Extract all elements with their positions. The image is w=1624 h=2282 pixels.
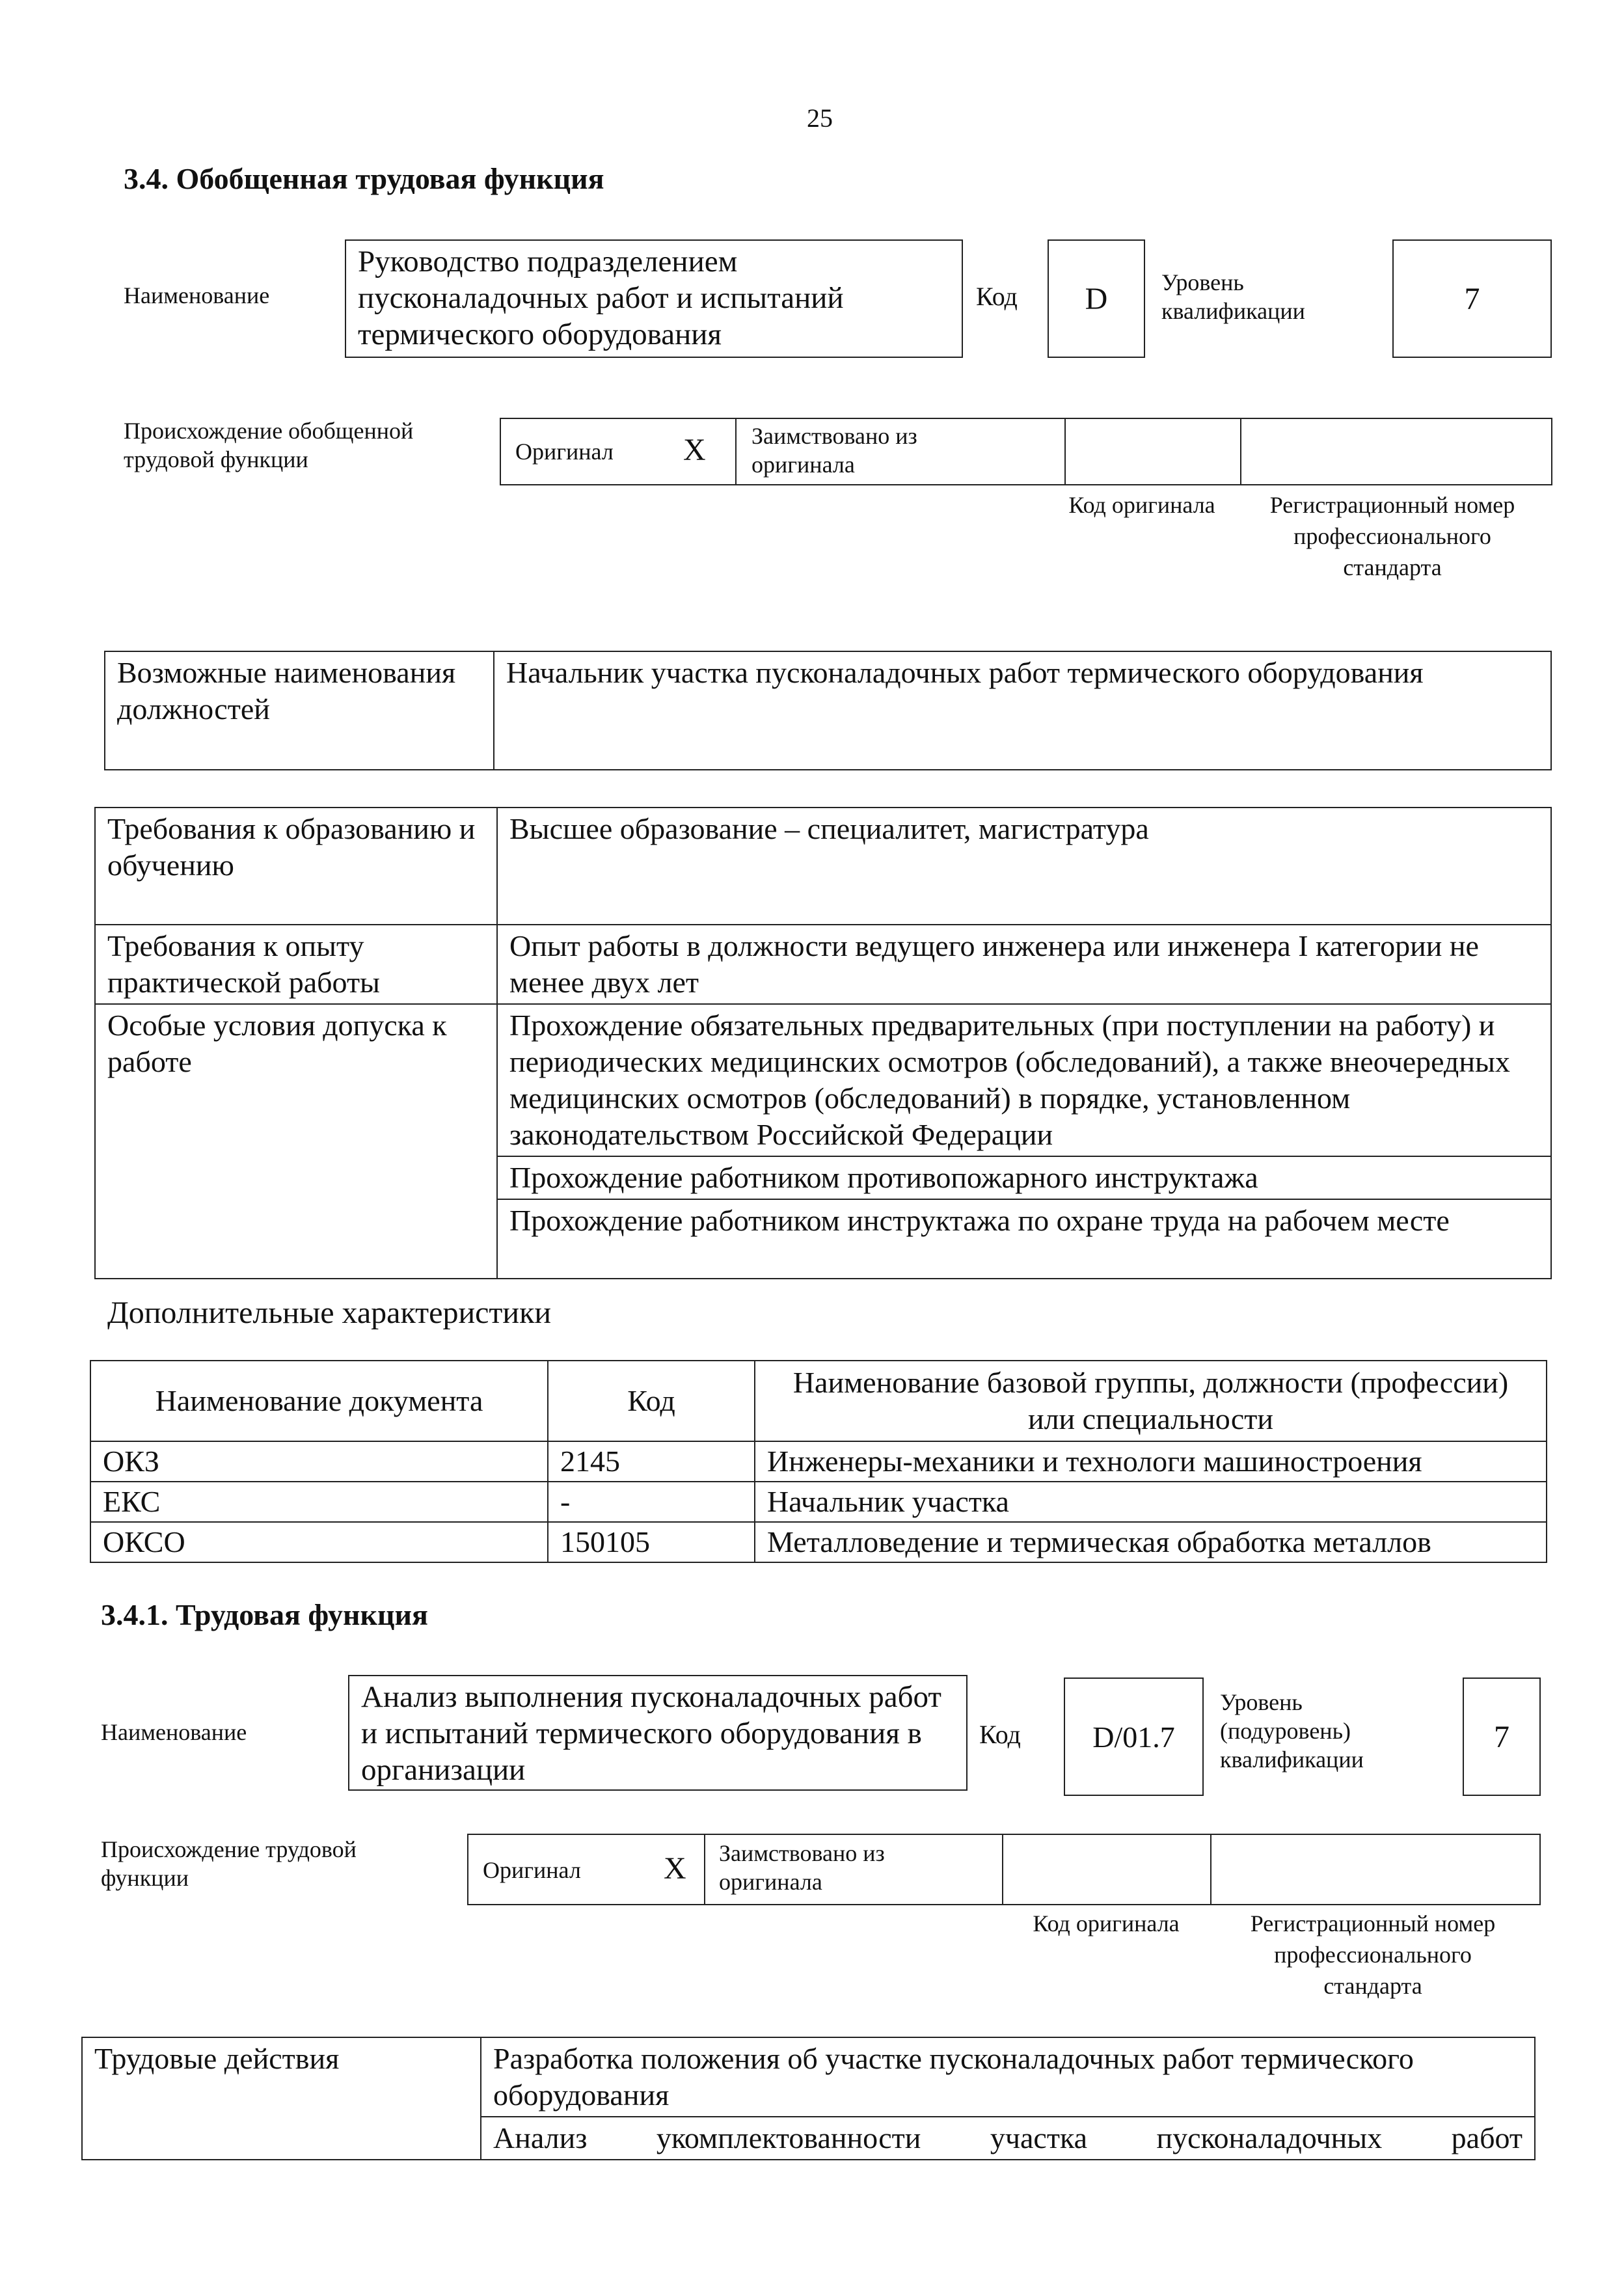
additional-title: Дополнительные характеристики <box>107 1296 552 1330</box>
page-number: 25 <box>807 103 833 133</box>
experience-label: Требования к опыту практической работы <box>95 925 497 1004</box>
origin-divider <box>735 419 737 484</box>
name-label: Наименование <box>124 282 270 308</box>
sub-reg-number-caption: Регистрационный номер профессионального стандарта <box>1250 1910 1496 1999</box>
code-value: D <box>1085 281 1108 316</box>
positions-value: Начальник участка пусконаладочных работ термического оборудования <box>494 651 1551 770</box>
additional-cell: ОКЗ <box>90 1441 548 1482</box>
sub-name-label: Наименование <box>101 1719 247 1745</box>
additional-table <box>90 1360 1547 1563</box>
origin-divider <box>1064 419 1066 484</box>
additional-cell: ЕКС <box>90 1482 548 1522</box>
origin-divider <box>1240 419 1241 484</box>
function-name-value: Руководство подразделением пусконаладочных работ и испытаний термического оборудования <box>358 245 844 351</box>
origin-table <box>500 418 1552 485</box>
sub-code-box <box>1064 1678 1204 1796</box>
code-box <box>1048 239 1145 358</box>
level-value: 7 <box>1464 281 1480 316</box>
sub-function-name-value: Анализ выполнения пусконаладочных работ и испытаний термического оборудования в организации <box>361 1680 941 1787</box>
labor-actions-table <box>81 2037 1536 2160</box>
sub-origin-table <box>467 1834 1541 1905</box>
sub-code-label: Код <box>979 1720 1021 1749</box>
additional-header: Наименование базовой группы, должности (профессии) или специальности <box>755 1361 1547 1441</box>
special-value: Прохождение обязательных предварительных (при поступлении на работу) и периодических медицинских осмотров (обследований), а также внеочередных медицинских осмотров (обследований) в порядке, установленном законодательством Российской Федерации <box>497 1004 1551 1156</box>
positions-table <box>104 651 1552 770</box>
function-name-box <box>345 239 963 358</box>
requirements-table <box>94 807 1552 1279</box>
sub-level-label: Уровень (подуровень) квалификации <box>1220 1689 1364 1773</box>
code-label: Код <box>976 282 1018 311</box>
education-value: Высшее образование – специалитет, магистратура <box>497 808 1551 925</box>
subsection-title: 3.4.1. Трудовая функция <box>101 1598 428 1631</box>
additional-cell: 150105 <box>548 1522 755 1562</box>
table-row <box>90 1522 1547 1562</box>
additional-cell: Инженеры-механики и технологи машиностроения <box>755 1441 1547 1482</box>
additional-cell: Начальник участка <box>755 1482 1547 1522</box>
additional-cell: - <box>548 1482 755 1522</box>
sub-code-value: D/01.7 <box>1092 1720 1175 1754</box>
additional-cell: 2145 <box>548 1441 755 1482</box>
table-row <box>90 1441 1547 1482</box>
original-mark: X <box>683 433 706 467</box>
positions-label: Возможные наименования должностей <box>105 651 494 770</box>
labor-action-item: Анализ укомплектованности участка пусконаладочных работ <box>481 2117 1535 2160</box>
level-label: Уровень квалификации <box>1161 269 1305 324</box>
level-box <box>1392 239 1552 358</box>
sub-original-mark: X <box>664 1851 686 1886</box>
labor-action-item: Разработка положения об участке пусконаладочных работ термического оборудования <box>481 2037 1535 2117</box>
special-value: Прохождение работником инструктажа по охране труда на рабочем месте <box>497 1199 1551 1279</box>
sub-origin-label: Происхождение трудовой функции <box>101 1836 357 1891</box>
sub-code-original-caption: Код оригинала <box>1033 1910 1180 1936</box>
borrowed-label: Заимствовано из оригинала <box>751 423 917 478</box>
table-row <box>90 1482 1547 1522</box>
origin-divider <box>1210 1835 1211 1904</box>
origin-divider <box>1002 1835 1003 1904</box>
additional-header: Код <box>548 1361 755 1441</box>
code-original-caption: Код оригинала <box>1068 492 1215 518</box>
reg-number-caption: Регистрационный номер профессионального стандарта <box>1269 492 1515 580</box>
experience-value: Опыт работы в должности ведущего инженера или инженера I категории не менее двух лет <box>497 925 1551 1004</box>
additional-cell: Металловедение и термическая обработка металлов <box>755 1522 1547 1562</box>
origin-divider <box>704 1835 705 1904</box>
special-value: Прохождение работником противопожарного инструктажа <box>497 1156 1551 1199</box>
additional-cell: ОКСО <box>90 1522 548 1562</box>
sub-level-value: 7 <box>1494 1719 1509 1754</box>
sub-function-name-box <box>348 1675 968 1791</box>
labor-actions-label: Трудовые действия <box>82 2037 481 2160</box>
sub-original-label: Оригинал <box>483 1857 581 1883</box>
education-label: Требования к образованию и обучению <box>95 808 497 925</box>
original-label: Оригинал <box>515 439 614 465</box>
sub-level-box <box>1463 1678 1541 1796</box>
sub-borrowed-label: Заимствовано из оригинала <box>719 1840 885 1895</box>
special-label: Особые условия допуска к работе <box>95 1004 497 1279</box>
section-title: 3.4. Обобщенная трудовая функция <box>124 162 604 195</box>
additional-header: Наименование документа <box>90 1361 548 1441</box>
origin-label: Происхождение обобщенной трудовой функции <box>124 418 414 472</box>
